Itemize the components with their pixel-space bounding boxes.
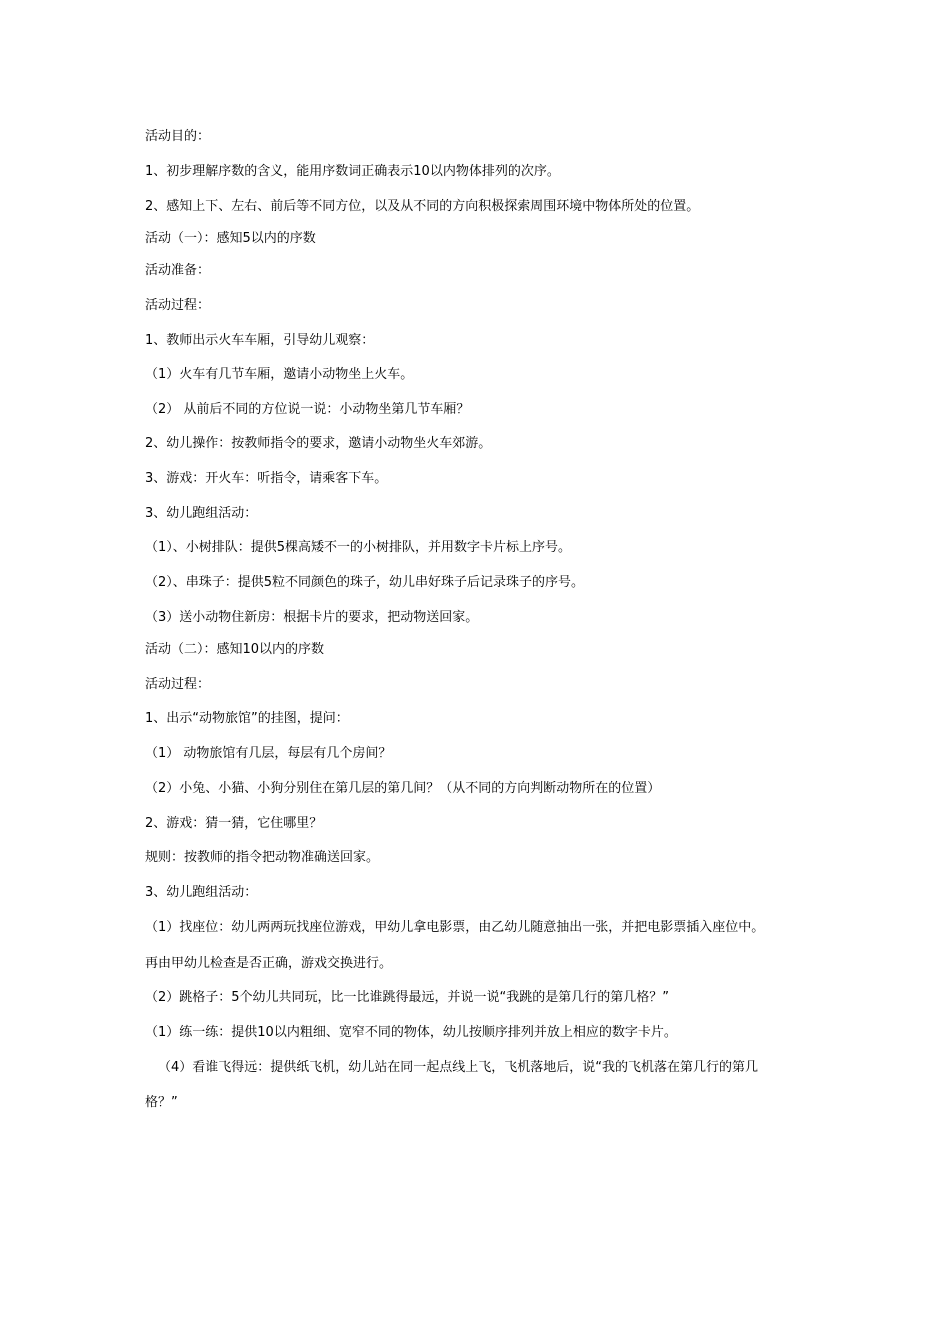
text-line: 3、游戏：开火车：听指令，请乘客下车。: [145, 471, 388, 486]
text-line: 活动过程：: [145, 298, 211, 313]
text-line: （3）送小动物住新房：根据卡片的要求，把动物送回家。: [145, 610, 479, 625]
text-line: （2）小兔、小猫、小狗分别住在第几层的第几间？（从不同的方向判断动物所在的位置）: [145, 781, 661, 796]
text-line: （4）看谁飞得远：提供纸飞机，幼儿站在同一起点线上飞，飞机落地后，说“我的飞机落在第几行的第几: [158, 1060, 759, 1075]
text-line: 1、出示“动物旅馆”的挂图，提问：: [145, 711, 349, 726]
text-line: 2、感知上下、左右、前后等不同方位，以及从不同的方向积极探索周围环境中物体所处的位置。: [145, 199, 700, 214]
text-line: （2） 从前后不同的方位说一说：小动物坐第几节车厢？: [145, 402, 470, 417]
text-line: 2、幼儿操作：按教师指令的要求，邀请小动物坐火车郊游。: [145, 436, 492, 451]
text-line: （1）练一练：提供10以内粗细、宽窄不同的物体，幼儿按顺序排列并放上相应的数字卡片。: [145, 1025, 677, 1040]
section-heading-activity-1: 活动（一）：感知5以内的序数: [145, 231, 316, 246]
text-line: 3、幼儿跑组活动：: [145, 506, 258, 521]
text-line: （2）跳格子：5个幼儿共同玩，比一比谁跳得最远，并说一说“我跳的是第几行的第几格？”: [145, 990, 670, 1005]
text-line: 规则：按教师的指令把动物准确送回家。: [145, 850, 380, 865]
section-heading-goals: 活动目的：: [145, 129, 211, 144]
text-line: （1）找座位：幼儿两两玩找座位游戏，甲幼儿拿电影票，由乙幼儿随意抽出一张，并把电影票插入座位中。: [145, 920, 765, 935]
text-line: 格？”: [145, 1095, 178, 1110]
text-line: （1） 动物旅馆有几层，每层有几个房间？: [145, 746, 392, 761]
section-heading-activity-2: 活动（二）：感知10以内的序数: [145, 642, 325, 657]
text-line: 再由甲幼儿检查是否正确，游戏交换进行。: [145, 956, 393, 971]
text-line: 3、幼儿跑组活动：: [145, 885, 258, 900]
text-line: （1）、小树排队：提供5棵高矮不一的小树排队，并用数字卡片标上序号。: [145, 540, 572, 555]
text-line: 2、游戏：猜一猜，它住哪里？: [145, 816, 323, 831]
text-line: 1、教师出示火车车厢，引导幼儿观察：: [145, 333, 375, 348]
text-line: （1）火车有几节车厢，邀请小动物坐上火车。: [145, 367, 414, 382]
text-line: 1、初步理解序数的含义，能用序数词正确表示10以内物体排列的次序。: [145, 164, 560, 179]
text-line: 活动准备：: [145, 263, 211, 278]
text-line: （2）、串珠子：提供5粒不同颜色的珠子，幼儿串好珠子后记录珠子的序号。: [145, 575, 585, 590]
text-line: 活动过程：: [145, 677, 211, 692]
